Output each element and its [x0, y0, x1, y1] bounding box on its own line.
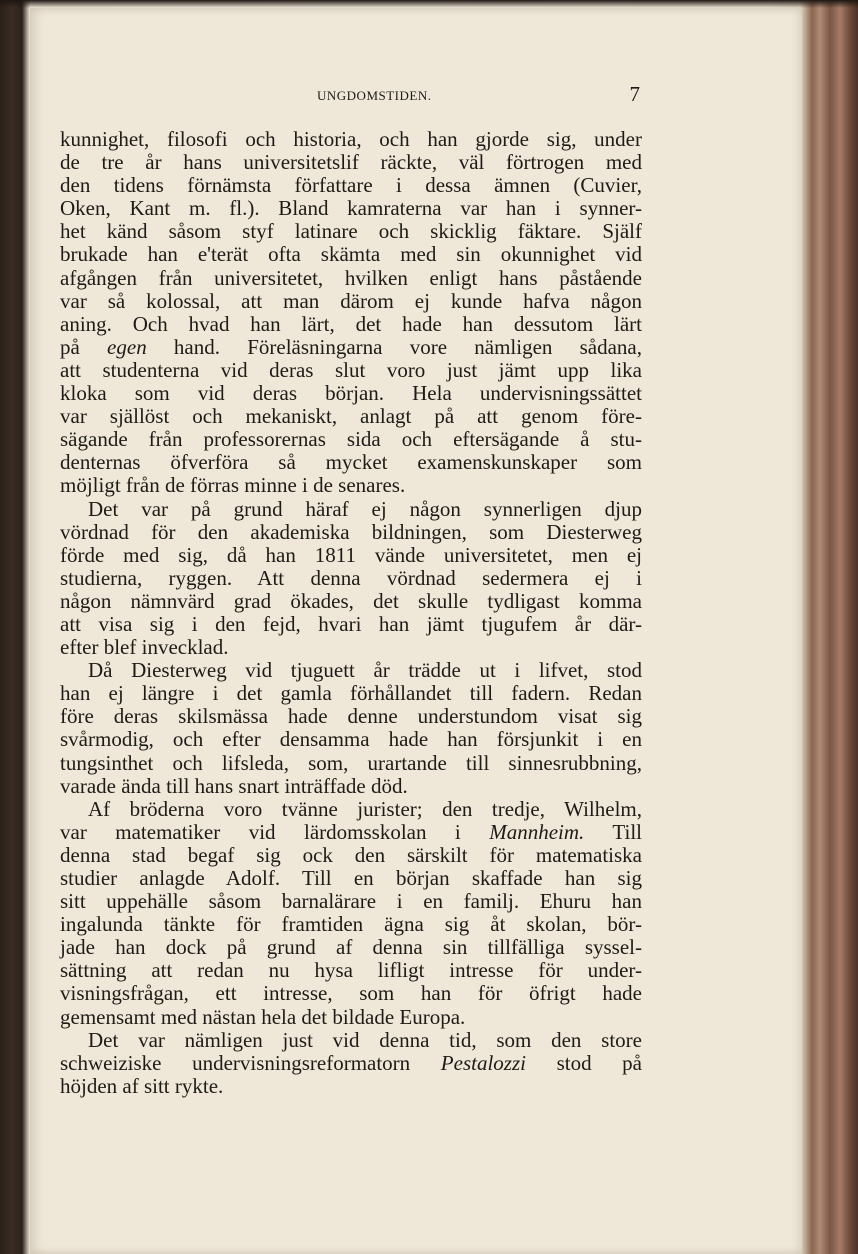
text-line — [60, 821, 642, 844]
text-line: jade han dock på grund af denna sin tillfälliga syssel- — [60, 935, 642, 960]
text-line: varade ända till hans snart inträffade död. — [60, 773, 408, 798]
text-line — [60, 336, 642, 359]
text-line: höjden af sitt rykte. — [60, 1073, 224, 1098]
text-line: kloka som vid deras början. Hela undervisningssättet — [60, 381, 642, 406]
text-line: brukade han e'terät ofta skämta med sin okunnighet vid — [60, 242, 642, 267]
italic-term: Mannheim. — [489, 819, 585, 844]
text-line: den tidens förnämsta författare i dessa ämnen (Cuvier, — [60, 173, 642, 198]
italic-term: egen — [107, 334, 147, 359]
text-line: Det var på grund häraf ej någon synnerligen djup — [88, 496, 642, 521]
text-line: Då Diesterweg vid tjuguett år trädde ut i lifvet, stod — [88, 658, 642, 683]
text-segment: var matematiker vid lärdomsskolan i — [60, 819, 490, 844]
top-edge-shadow — [0, 0, 858, 8]
page-number: 7 — [629, 82, 640, 106]
text-line: denternas öfverföra så mycket examenskunskaper som — [60, 450, 642, 475]
paragraph — [60, 498, 642, 660]
text-line: Oken, Kant m. fl.). Bland kamraterna var han i synner- — [60, 196, 642, 221]
paragraph — [60, 798, 642, 1029]
text-segment: schweiziske undervisningsreformatorn — [60, 1050, 441, 1075]
text-line: de tre år hans universitetslif räckte, väl förtrogen med — [60, 150, 642, 175]
text-line: het känd såsom styf latinare och skicklig fäktare. Själf — [60, 219, 642, 244]
text-segment: hand. Föreläsningarna vore nämligen sådana, — [146, 334, 642, 359]
text-line: studier anlagde Adolf. Till en början skaffade han sig — [60, 866, 642, 890]
text-line: visningsfrågan, ett intresse, som han för öfrigt hade — [60, 981, 642, 1006]
text-line: förde med sig, då han 1811 vände universitetet, men ej — [60, 542, 642, 567]
text-line: var själlöst och mekaniskt, anlagt på att genom före- — [60, 404, 642, 429]
text-line: afgången från universitetet, hvilken enligt hans påstående — [60, 265, 642, 290]
text-line — [60, 1052, 642, 1075]
text-line: att visa sig i den fejd, hvari han jämt tjugufem år där- — [60, 611, 642, 636]
text-line: före deras skilsmässa hade denne understundom visat sig — [60, 704, 642, 729]
text-line: han ej längre i det gamla förhållandet till fadern. Redan — [60, 681, 642, 706]
text-line: gemensamt med nästan hela det bildade Europa. — [60, 1004, 466, 1029]
text-line: Af bröderna voro tvänne jurister; den tredje, Wilhelm, — [88, 796, 642, 821]
text-segment: stod på — [525, 1050, 643, 1075]
text-line: var så kolossal, att man därom ej kunde hafva någon — [60, 288, 642, 313]
text-line: Det var nämligen just vid denna tid, som den store — [88, 1027, 642, 1052]
text-line: att studenterna vid deras slut voro just jämt upp lika — [60, 357, 642, 382]
running-title: UNGDOMSTIDEN. — [317, 88, 432, 103]
text-line: efter blef invecklad. — [60, 635, 229, 660]
text-segment: på — [60, 334, 108, 359]
body-text — [60, 128, 642, 1098]
text-line: sitt uppehälle såsom barnalärare i en familj. Ehuru han — [60, 889, 642, 914]
paragraph — [60, 128, 642, 498]
text-line: kunnighet, filosofi och historia, och han gjorde sig, under — [60, 127, 642, 151]
text-line: sägande från professorernas sida och eftersägande å stu- — [60, 427, 642, 452]
text-line: tungsinthet och lifsleda, som, urartande till sinnesrubbning, — [60, 750, 642, 775]
text-line: vördnad för den akademiska bildningen, som Diesterweg — [60, 519, 642, 544]
italic-term: Pestalozzi — [440, 1050, 526, 1075]
paragraph — [60, 659, 642, 798]
page-header — [60, 82, 640, 112]
text-line: aning. Och hvad han lärt, det hade han dessutom lärt — [60, 311, 642, 336]
text-line: studierna, ryggen. Att denna vördnad sedermera ej i — [60, 565, 642, 590]
text-line: möjligt från de förras minne i de senares. — [60, 473, 406, 498]
text-segment: Till — [584, 819, 642, 844]
paragraph — [60, 1029, 642, 1098]
text-line: svårmodig, och efter densamma hade han försjunkit i en — [60, 727, 642, 752]
text-line: sättning att redan nu hysa lifligt intresse för under- — [60, 958, 642, 983]
text-line: denna stad begaf sig ock den särskilt för matematiska — [60, 842, 642, 867]
text-line: någon nämnvärd grad ökades, det skulle tydligast komma — [60, 588, 642, 613]
text-line: ingalunda tänkte för framtiden ägna sig åt skolan, bör- — [60, 912, 642, 937]
